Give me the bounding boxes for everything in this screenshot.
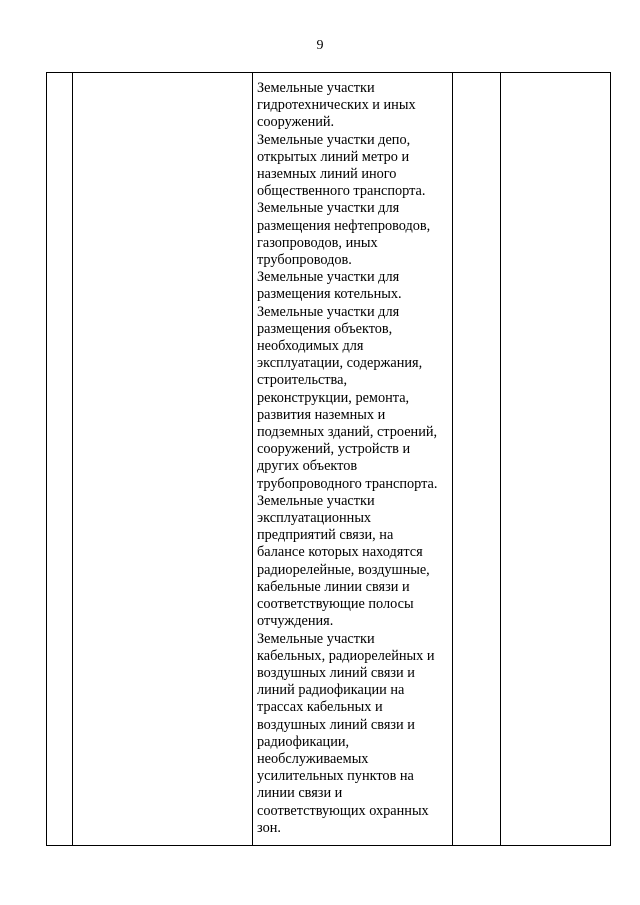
land-use-table: [46, 72, 611, 846]
table-cell-col4: [453, 73, 501, 846]
list-item: Земельные участки для размещения нефтепроводов, газопроводов, иных трубопроводов.: [257, 200, 431, 269]
list-item: Земельные участки кабельных, радиорелейных и воздушных линий связи и линий радиофикации на трассах кабельных и воздушных линий связи и радиофикации, необслуживаемых усилительных пунктов на линии связи и соответствующих охранных зон.: [257, 630, 435, 836]
list-item: Земельные участки для размещения объектов, необходимых для эксплуатации, содержания, строительства, реконструкции, ремонта, развития наземных и подземных зданий, строений, сооружений, устройств и других объектов трубопроводного транспорта.: [257, 303, 438, 492]
list-item: Земельные участки гидротехнических и иных сооружений.: [257, 80, 416, 131]
list-item: Земельные участки эксплуатационных предприятий связи, на балансе которых находятся радиорелейные, воздушные, кабельные линии связи и соответствующие полосы отчуждения.: [257, 492, 430, 630]
table-cell-col5: [501, 73, 611, 846]
table-row: [47, 73, 611, 846]
list-item: Земельные участки депо, открытых линий метро и наземных линий иного общественного транспорта.: [257, 131, 426, 200]
page-number: 9: [316, 38, 324, 53]
table-cell-col1: [47, 73, 73, 846]
table-cell-col2: [73, 73, 253, 846]
list-item: Земельные участки для размещения котельных.: [257, 269, 402, 303]
table-cell-description: [253, 73, 453, 846]
